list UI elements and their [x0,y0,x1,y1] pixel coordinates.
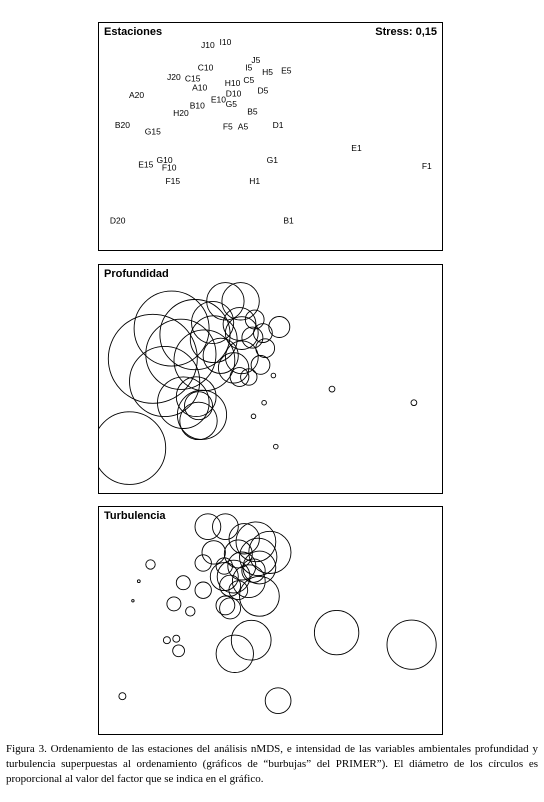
depth-bubble-plot [99,265,442,493]
station-label-j5: J5 [251,55,261,66]
turbulence-bubble-1 [195,514,221,540]
turbulence-bubble-36 [265,688,291,714]
depth-bubble-8 [134,291,209,366]
turbulence-bubble-5 [249,531,291,573]
turbulence-bubble-22 [137,580,140,583]
station-label-g5: G5 [225,98,237,109]
panel-title-profundidad: Profundidad [104,268,169,280]
station-label-h5: H5 [262,67,274,78]
panel-title-estaciones: Estaciones [104,26,163,38]
station-label-e15: E15 [138,159,154,170]
station-label-i10: I10 [219,36,232,47]
depth-bubble-14 [108,314,197,403]
station-label-g1: G1 [266,154,278,165]
turbulence-bubble-37 [119,693,126,700]
station-label-a5: A5 [237,121,249,132]
depth-bubble-23 [130,346,200,416]
depth-bubble-13 [256,339,275,358]
turbulence-bubble-plot [99,507,442,734]
station-label-g15: G15 [144,126,161,137]
station-label-h10: H10 [224,77,241,88]
turbulence-bubble-21 [195,582,211,598]
station-label-b1: B1 [283,215,294,226]
depth-bubble-31 [262,400,267,405]
stress-annotation: Stress: 0,15 [375,26,437,38]
station-label-c10: C10 [197,62,214,73]
station-label-c5: C5 [243,74,255,85]
turbulence-bubble-28 [186,607,195,616]
depth-bubble-33 [274,444,279,449]
turbulence-bubble-18 [176,576,190,590]
station-label-f15: F15 [165,176,181,187]
depth-bubble-20 [251,356,270,375]
turbulence-bubble-12 [243,551,276,584]
turbulence-bubble-31 [163,637,170,644]
station-ordination-plot [99,23,442,250]
station-label-f1: F1 [421,161,432,172]
station-label-h1: H1 [249,176,261,187]
turbulence-bubble-30 [216,635,253,672]
panel-profundidad [98,264,443,494]
station-label-e10: E10 [210,94,226,105]
turbulence-bubble-34 [314,610,358,654]
depth-bubble-18 [225,341,258,374]
station-label-b20: B20 [114,120,130,131]
turbulence-bubble-32 [173,635,180,642]
station-label-j10: J10 [201,39,215,50]
station-label-d10: D10 [225,88,242,99]
station-label-h20: H20 [173,108,189,119]
figure-caption: Figura 3. Ordenamiento de las estaciones del análisis nMDS, e intensidad de las variables ambientales profundidad y turbulencia superpuestas al ordenamiento (gráficos de “burbujas” del PRIMER”). El diámetro de los círculos es proporcional al valor del factor que se indica en el gráfico. [6,743,538,785]
depth-bubble-27 [177,390,226,439]
depth-bubble-32 [251,414,256,419]
station-label-d1: D1 [272,120,284,131]
depth-bubble-35 [411,400,417,406]
turbulence-bubble-20 [229,581,248,600]
station-label-d5: D5 [257,85,269,96]
panel-turbulencia [98,506,443,735]
turbulence-bubble-27 [132,600,134,602]
station-label-a20: A20 [128,89,145,100]
depth-bubble-28 [180,402,217,439]
station-label-b5: B5 [247,106,258,117]
depth-bubble-29 [99,412,166,485]
panel-estaciones [98,22,443,251]
turbulence-bubble-6 [202,541,225,564]
turbulence-bubble-29 [231,620,271,660]
station-label-e5: E5 [281,65,292,76]
station-label-c15: C15 [184,73,201,84]
turbulence-bubble-14 [146,560,155,569]
station-label-e1: E1 [351,142,362,153]
turbulence-bubble-33 [173,645,185,657]
depth-bubble-7 [269,317,290,338]
station-label-a10: A10 [192,82,208,93]
station-label-d20: D20 [109,215,126,226]
panel-title-turbulencia: Turbulencia [104,510,166,522]
depth-bubble-30 [271,373,276,378]
depth-bubble-34 [329,386,335,392]
station-label-f5: F5 [222,121,233,132]
station-label-g10: G10 [156,154,173,165]
turbulence-bubble-23 [167,597,181,611]
depth-bubble-26 [185,392,213,420]
turbulence-bubble-35 [387,620,436,669]
turbulence-bubble-25 [220,598,241,619]
station-label-b10: B10 [189,100,205,111]
station-label-f10: F10 [161,162,177,173]
station-label-j20: J20 [167,71,181,82]
depth-bubble-2 [222,283,259,320]
station-label-i5: I5 [245,62,253,73]
